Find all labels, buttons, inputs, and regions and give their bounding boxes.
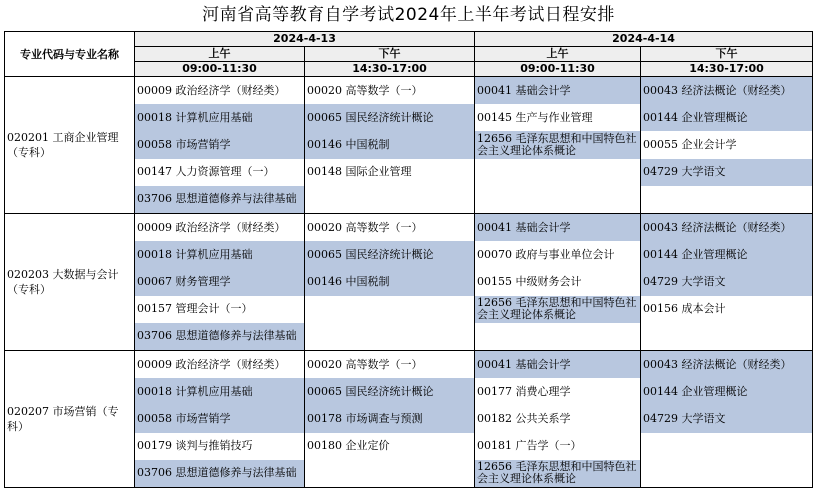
course-item: 00009 政治经济学（财经类） [135, 77, 304, 104]
course-item: 00065 国民经济统计概论 [305, 104, 474, 131]
course-item: 00144 企业管理概论 [641, 241, 812, 268]
time-header-1: 09:00-11:30 [135, 62, 305, 77]
course-item: 00148 国际企业管理 [305, 159, 474, 186]
course-item: 00018 计算机应用基础 [135, 378, 304, 405]
exam-slot-cell [305, 77, 475, 214]
exam-slot-cell [305, 214, 475, 351]
exam-slot-cell [641, 351, 813, 488]
course-item: 00018 计算机应用基础 [135, 241, 304, 268]
course-item [305, 186, 474, 213]
course-item: 12656 毛泽东思想和中国特色社会主义理论体系概论 [475, 296, 640, 323]
course-item [475, 186, 640, 213]
period-header-3: 上午 [475, 47, 641, 62]
course-item: 00058 市场营销学 [135, 131, 304, 158]
course-list [475, 214, 640, 350]
exam-slot-cell [641, 214, 813, 351]
table-row [5, 351, 813, 488]
course-item: 04729 大学语文 [641, 405, 812, 432]
time-header-2: 14:30-17:00 [305, 62, 475, 77]
course-item: 00182 公共关系学 [475, 405, 640, 432]
course-item: 00181 广告学（一） [475, 433, 640, 460]
exam-slot-cell [305, 351, 475, 488]
major-column-header: 专业代码与专业名称 [5, 32, 135, 77]
course-list [641, 77, 812, 213]
course-item: 00009 政治经济学（财经类） [135, 351, 304, 378]
course-item: 03706 思想道德修养与法律基础 [135, 323, 304, 350]
exam-slot-cell [475, 77, 641, 214]
exam-slot-cell [135, 351, 305, 488]
major-name: 020201 工商企业管理（专科） [5, 77, 135, 214]
course-list [135, 351, 304, 487]
course-list [641, 214, 812, 350]
course-item: 00020 高等数学（一） [305, 214, 474, 241]
course-list [475, 351, 640, 487]
course-item: 00156 成本会计 [641, 296, 812, 323]
header-row-dates [5, 32, 813, 47]
course-item: 00157 管理会计（一） [135, 296, 304, 323]
course-item: 00146 中国税制 [305, 131, 474, 158]
course-item [641, 323, 812, 350]
course-item [305, 296, 474, 323]
exam-schedule-table [4, 31, 813, 488]
course-item: 04729 大学语文 [641, 268, 812, 295]
course-item [641, 433, 812, 460]
page-title: 河南省高等教育自学考试2024年上半年考试日程安排 [202, 5, 615, 25]
course-list [641, 351, 812, 487]
course-item: 03706 思想道德修养与法律基础 [135, 460, 304, 487]
course-list [305, 214, 474, 350]
course-list [305, 77, 474, 213]
exam-slot-cell [135, 77, 305, 214]
course-item: 00144 企业管理概论 [641, 378, 812, 405]
course-item: 00043 经济法概论（财经类） [641, 77, 812, 104]
course-item [475, 159, 640, 186]
course-item: 04729 大学语文 [641, 159, 812, 186]
course-item: 00146 中国税制 [305, 268, 474, 295]
course-item: 00145 生产与作业管理 [475, 104, 640, 131]
major-name: 020207 市场营销（专科） [5, 351, 135, 488]
course-item: 00058 市场营销学 [135, 405, 304, 432]
course-item: 00065 国民经济统计概论 [305, 378, 474, 405]
course-item: 00041 基础会计学 [475, 77, 640, 104]
course-item: 00043 经济法概论（财经类） [641, 214, 812, 241]
course-list [475, 77, 640, 213]
course-item: 00020 高等数学（一） [305, 77, 474, 104]
exam-slot-cell [475, 351, 641, 488]
period-header-4: 下午 [641, 47, 813, 62]
course-item [641, 460, 812, 487]
course-item: 00179 谈判与推销技巧 [135, 433, 304, 460]
course-item [305, 460, 474, 487]
course-item: 00065 国民经济统计概论 [305, 241, 474, 268]
major-name: 020203 大数据与会计（专科） [5, 214, 135, 351]
course-item: 00020 高等数学（一） [305, 351, 474, 378]
course-item: 00144 企业管理概论 [641, 104, 812, 131]
course-item: 00067 财务管理学 [135, 268, 304, 295]
course-item: 03706 思想道德修养与法律基础 [135, 186, 304, 213]
exam-slot-cell [641, 77, 813, 214]
date-header-2: 2024-4-14 [475, 32, 813, 47]
course-item: 00155 中级财务会计 [475, 268, 640, 295]
course-item [641, 186, 812, 213]
exam-slot-cell [135, 214, 305, 351]
course-item: 00147 人力资源管理（一） [135, 159, 304, 186]
date-header-1: 2024-4-13 [135, 32, 475, 47]
course-item: 00043 经济法概论（财经类） [641, 351, 812, 378]
course-item: 00041 基础会计学 [475, 351, 640, 378]
course-item [475, 323, 640, 350]
course-list [135, 77, 304, 213]
table-row [5, 214, 813, 351]
course-item: 00070 政府与事业单位会计 [475, 241, 640, 268]
course-item: 00178 市场调查与预测 [305, 405, 474, 432]
period-header-1: 上午 [135, 47, 305, 62]
course-list [135, 214, 304, 350]
course-item: 00009 政治经济学（财经类） [135, 214, 304, 241]
course-item: 12656 毛泽东思想和中国特色社会主义理论体系概论 [475, 131, 640, 158]
course-list [305, 351, 474, 487]
period-header-2: 下午 [305, 47, 475, 62]
course-item: 00041 基础会计学 [475, 214, 640, 241]
course-item: 00177 消费心理学 [475, 378, 640, 405]
table-row [5, 77, 813, 214]
course-item: 00180 企业定价 [305, 433, 474, 460]
time-header-4: 14:30-17:00 [641, 62, 813, 77]
course-item [305, 323, 474, 350]
time-header-3: 09:00-11:30 [475, 62, 641, 77]
course-item: 12656 毛泽东思想和中国特色社会主义理论体系概论 [475, 460, 640, 487]
exam-slot-cell [475, 214, 641, 351]
course-item: 00018 计算机应用基础 [135, 104, 304, 131]
course-item: 00055 企业会计学 [641, 131, 812, 158]
